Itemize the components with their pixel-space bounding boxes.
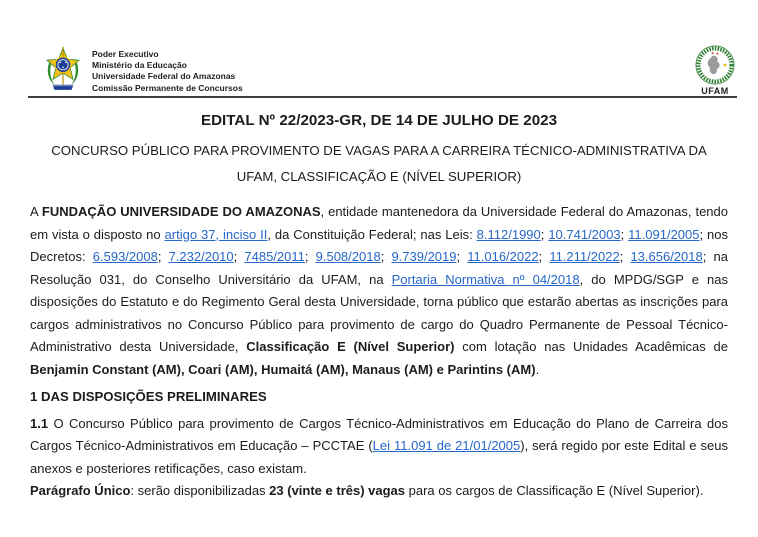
subtitle-line-1: CONCURSO PÚBLICO PARA PROVIMENTO DE VAGAS PARA A CARREIRA TÉCNICO-ADMINISTRATIVA DA: [51, 143, 707, 158]
hyperlink[interactable]: 13.656/2018: [630, 249, 703, 264]
hyperlink[interactable]: 7.232/2010: [168, 249, 234, 264]
org-line-2: Ministério da Educação: [92, 60, 187, 71]
text-run: , entidade mantenedora da Universidade Federal do Amazonas, tendo em vista o disposto no: [30, 204, 728, 242]
text-run: ; na Resolução 031, do Conselho Universitário da UFAM, na: [30, 249, 728, 287]
intro-paragraph: [30, 201, 728, 381]
text-run: ;: [620, 226, 629, 242]
document-title: EDITAL Nº 22/2023-GR, DE 14 DE JULHO DE 2023: [200, 112, 558, 129]
document-header: [44, 46, 740, 96]
text-run: para os cargos de Classificação E (Nível Superior).: [405, 483, 704, 498]
bold-text-run: Classificação E (Nível Superior): [246, 339, 455, 354]
section-1-heading: 1 DAS DISPOSIÇÕES PRELIMINARES: [30, 389, 267, 404]
hyperlink[interactable]: artigo 37, inciso II: [164, 226, 268, 242]
hyperlink[interactable]: 11.016/2022: [467, 249, 539, 264]
text-run: ;: [538, 249, 550, 264]
document-subtitle: [30, 138, 728, 190]
paragraph-1-1: [30, 413, 728, 481]
text-run: ;: [619, 249, 631, 264]
text-run: .: [535, 361, 540, 377]
ufam-logo: [690, 44, 740, 96]
org-lines: [92, 46, 243, 94]
text-run: O Concurso Público para provimento de Cargos Técnico-Administrativos em Educação do Plano de Carreira dos Cargos Técnico-Administrativos em Educação – PCCTAE (: [30, 415, 728, 453]
text-run: com lotação nas Unidades Acadêmicas de: [454, 339, 729, 354]
paragrafo-unico: [30, 480, 728, 503]
subtitle-line-2: UFAM, CLASSIFICAÇÃO E (NÍVEL SUPERIOR): [236, 169, 522, 184]
header-divider: [28, 96, 737, 98]
hyperlink[interactable]: 11.211/2022: [549, 249, 620, 264]
text-run: ;: [456, 249, 468, 264]
brazil-coat-of-arms-icon: [44, 46, 82, 93]
hyperlink[interactable]: 6.593/2008: [92, 249, 158, 264]
hyperlink[interactable]: 9.739/2019: [391, 249, 457, 264]
org-line-1: Poder Executivo: [92, 49, 159, 59]
text-run: ;: [304, 249, 316, 264]
ufam-label: UFAM: [701, 86, 729, 96]
text-run: : serão disponibilizadas: [130, 483, 270, 498]
text-run: , do MPDG/SGP e nas disposições do Estatuto e do Regimento Geral desta Universidade, torna público que estarão abertas as inscrições para cargos administrativos no Concurso Público para provimento de cargo do Quadro Permanente de Pessoal Técnico-Administrativo desta Universidade,: [30, 271, 728, 354]
text-run: ;: [233, 249, 245, 264]
hyperlink[interactable]: Lei 11.091 de 21/01/2005: [372, 438, 521, 453]
text-run: ;: [540, 226, 549, 242]
ufam-seal-icon: [694, 44, 736, 86]
bold-text-run: Parágrafo Único: [30, 483, 131, 498]
text-run: A: [30, 204, 42, 219]
text-run: ; nos Decretos:: [30, 226, 728, 264]
hyperlink[interactable]: 10.741/2003: [548, 226, 621, 242]
bold-text-run: Benjamin Constant (AM), Coari (AM), Humaitá (AM), Manaus (AM) e Parintins (AM): [30, 361, 536, 377]
hyperlink[interactable]: 7485/2011: [244, 249, 305, 264]
document-body: [30, 108, 728, 503]
bold-text-run: 1.1: [30, 415, 49, 431]
org-line-4: Comissão Permanente de Concursos: [92, 82, 243, 93]
text-run: ;: [380, 249, 392, 264]
bold-text-run: FUNDAÇÃO UNIVERSIDADE DO AMAZONAS: [41, 204, 321, 219]
bold-text-run: 23 (vinte e três) vagas: [269, 483, 406, 498]
text-run: ;: [157, 249, 169, 264]
text-run: , da Constituição Federal; nas Leis:: [267, 226, 477, 242]
org-line-3: Universidade Federal do Amazonas: [92, 71, 236, 82]
text-run: ), será regido por este Edital e seus anexos e posteriores retificações, caso existam.: [30, 438, 728, 476]
hyperlink[interactable]: 9.508/2018: [315, 249, 381, 264]
hyperlink[interactable]: 8.112/1990: [476, 226, 541, 242]
hyperlink[interactable]: 11.091/2005: [628, 226, 700, 242]
hyperlink[interactable]: Portaria Normativa nº 04/2018: [391, 271, 580, 287]
